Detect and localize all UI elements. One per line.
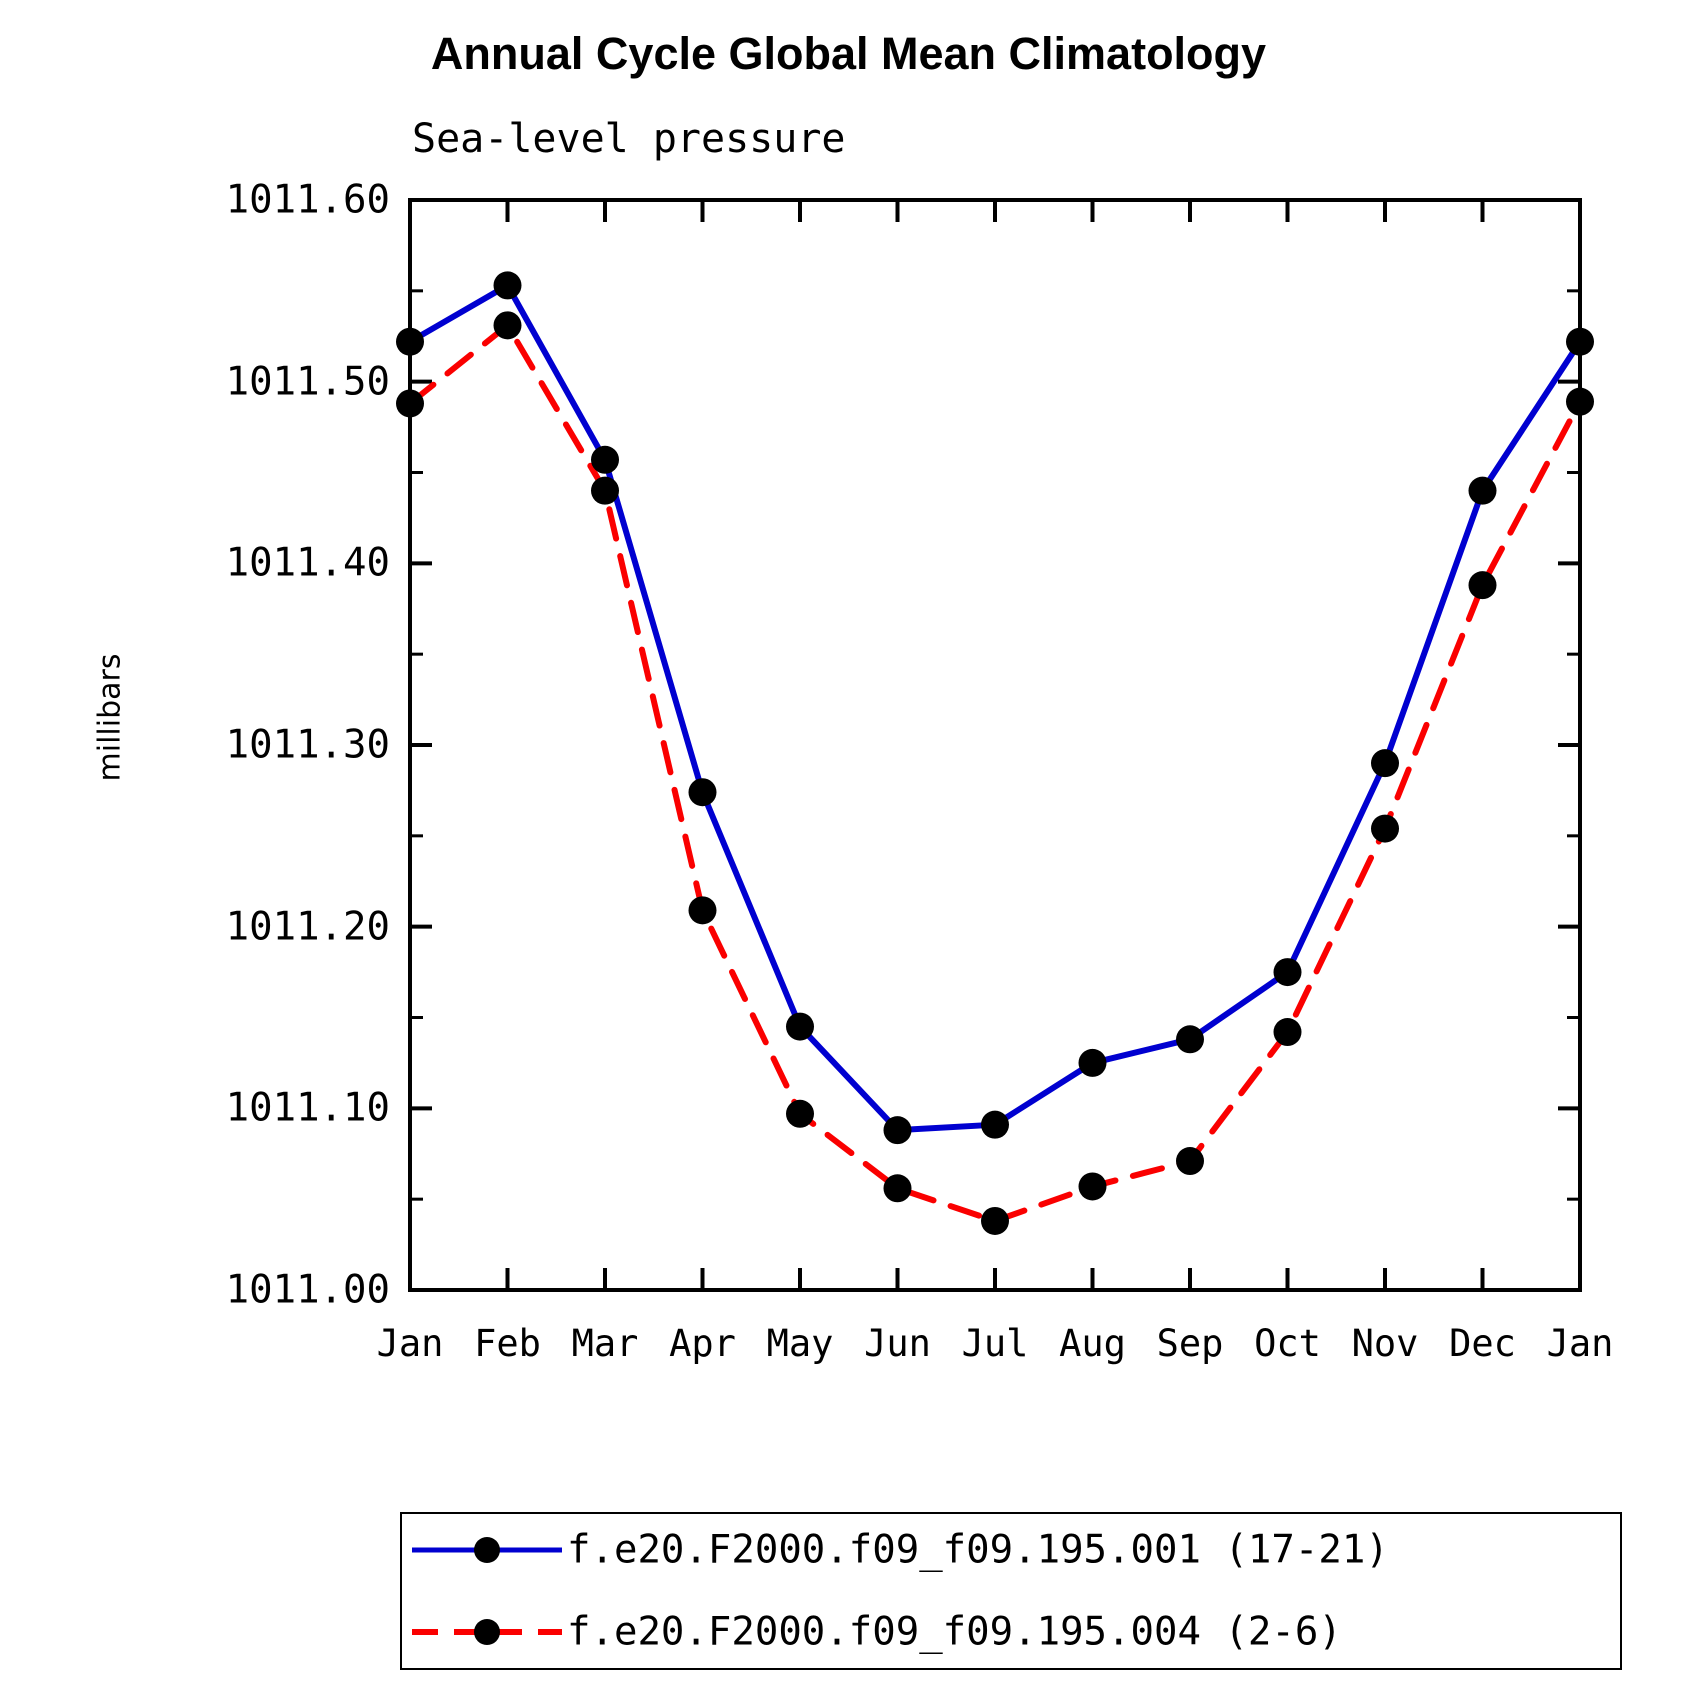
series-marker-1 (884, 1174, 912, 1202)
series-marker-0 (1469, 477, 1497, 505)
chart-title: Annual Cycle Global Mean Climatology (430, 28, 1267, 79)
legend-label-series-1: f.e20.F2000.f09_f09.195.004 (2-6) (567, 1609, 1342, 1655)
series-marker-0 (1566, 328, 1594, 356)
series-marker-1 (981, 1207, 1009, 1235)
series-marker-0 (396, 328, 424, 356)
series-marker-0 (689, 778, 717, 806)
x-axis-tick-label: Aug (1059, 1322, 1126, 1365)
x-axis-tick-label: Feb (474, 1322, 541, 1365)
series-marker-0 (1079, 1049, 1107, 1077)
x-axis-tick-label: Nov (1351, 1322, 1419, 1365)
series-line-0 (410, 285, 1580, 1130)
series-marker-0 (494, 271, 522, 299)
chart-legend (400, 1512, 1622, 1670)
series-marker-1 (1566, 388, 1594, 416)
series-marker-0 (1371, 749, 1399, 777)
series-marker-1 (1274, 1018, 1302, 1046)
x-axis-tick-label: Mar (571, 1322, 639, 1365)
x-axis-tick-label: Oct (1254, 1322, 1321, 1365)
series-marker-1 (689, 896, 717, 924)
x-axis-tick-label: Sep (1156, 1322, 1224, 1365)
series-marker-1 (1176, 1147, 1204, 1175)
chart-subtitle: Sea-level pressure (412, 116, 846, 162)
series-marker-0 (1176, 1025, 1204, 1053)
series-marker-1 (396, 389, 424, 417)
series-marker-1 (1469, 571, 1497, 599)
legend-label-series-0: f.e20.F2000.f09_f09.195.001 (17-21) (567, 1527, 1389, 1573)
legend-swatch-series-0 (412, 1535, 562, 1565)
y-axis-label: millibars (92, 653, 128, 782)
y-axis-tick-label: 1011.60 (225, 177, 390, 223)
series-marker-0 (981, 1111, 1009, 1139)
series-line-1 (410, 325, 1580, 1221)
y-axis-tick-label: 1011.10 (225, 1085, 390, 1131)
legend-item-0[interactable] (402, 1520, 1620, 1580)
series-marker-1 (1371, 815, 1399, 843)
x-axis-tick-label: Apr (669, 1322, 736, 1365)
x-axis-tick-label: Jul (961, 1322, 1029, 1365)
series-marker-0 (1274, 958, 1302, 986)
x-axis-tick-label: Jun (864, 1322, 931, 1365)
y-axis-tick-label: 1011.50 (225, 359, 390, 405)
legend-item-1[interactable] (402, 1602, 1620, 1662)
x-axis-tick-label: Jan (376, 1322, 444, 1365)
series-marker-1 (494, 311, 522, 339)
series-marker-1 (591, 477, 619, 505)
series-marker-0 (591, 446, 619, 474)
x-axis-tick-label: Jan (1546, 1322, 1614, 1365)
y-axis-tick-label: 1011.00 (225, 1267, 390, 1313)
series-marker-1 (786, 1100, 814, 1128)
y-axis-tick-label: 1011.40 (225, 540, 390, 586)
series-marker-0 (786, 1013, 814, 1041)
series-marker-0 (884, 1116, 912, 1144)
series-marker-1 (1079, 1172, 1107, 1200)
y-axis-tick-label: 1011.20 (225, 904, 390, 950)
x-axis-tick-label: Dec (1449, 1322, 1516, 1365)
y-axis-tick-label: 1011.30 (225, 722, 390, 768)
legend-swatch-series-1 (412, 1617, 562, 1647)
x-axis-tick-label: May (766, 1322, 834, 1365)
